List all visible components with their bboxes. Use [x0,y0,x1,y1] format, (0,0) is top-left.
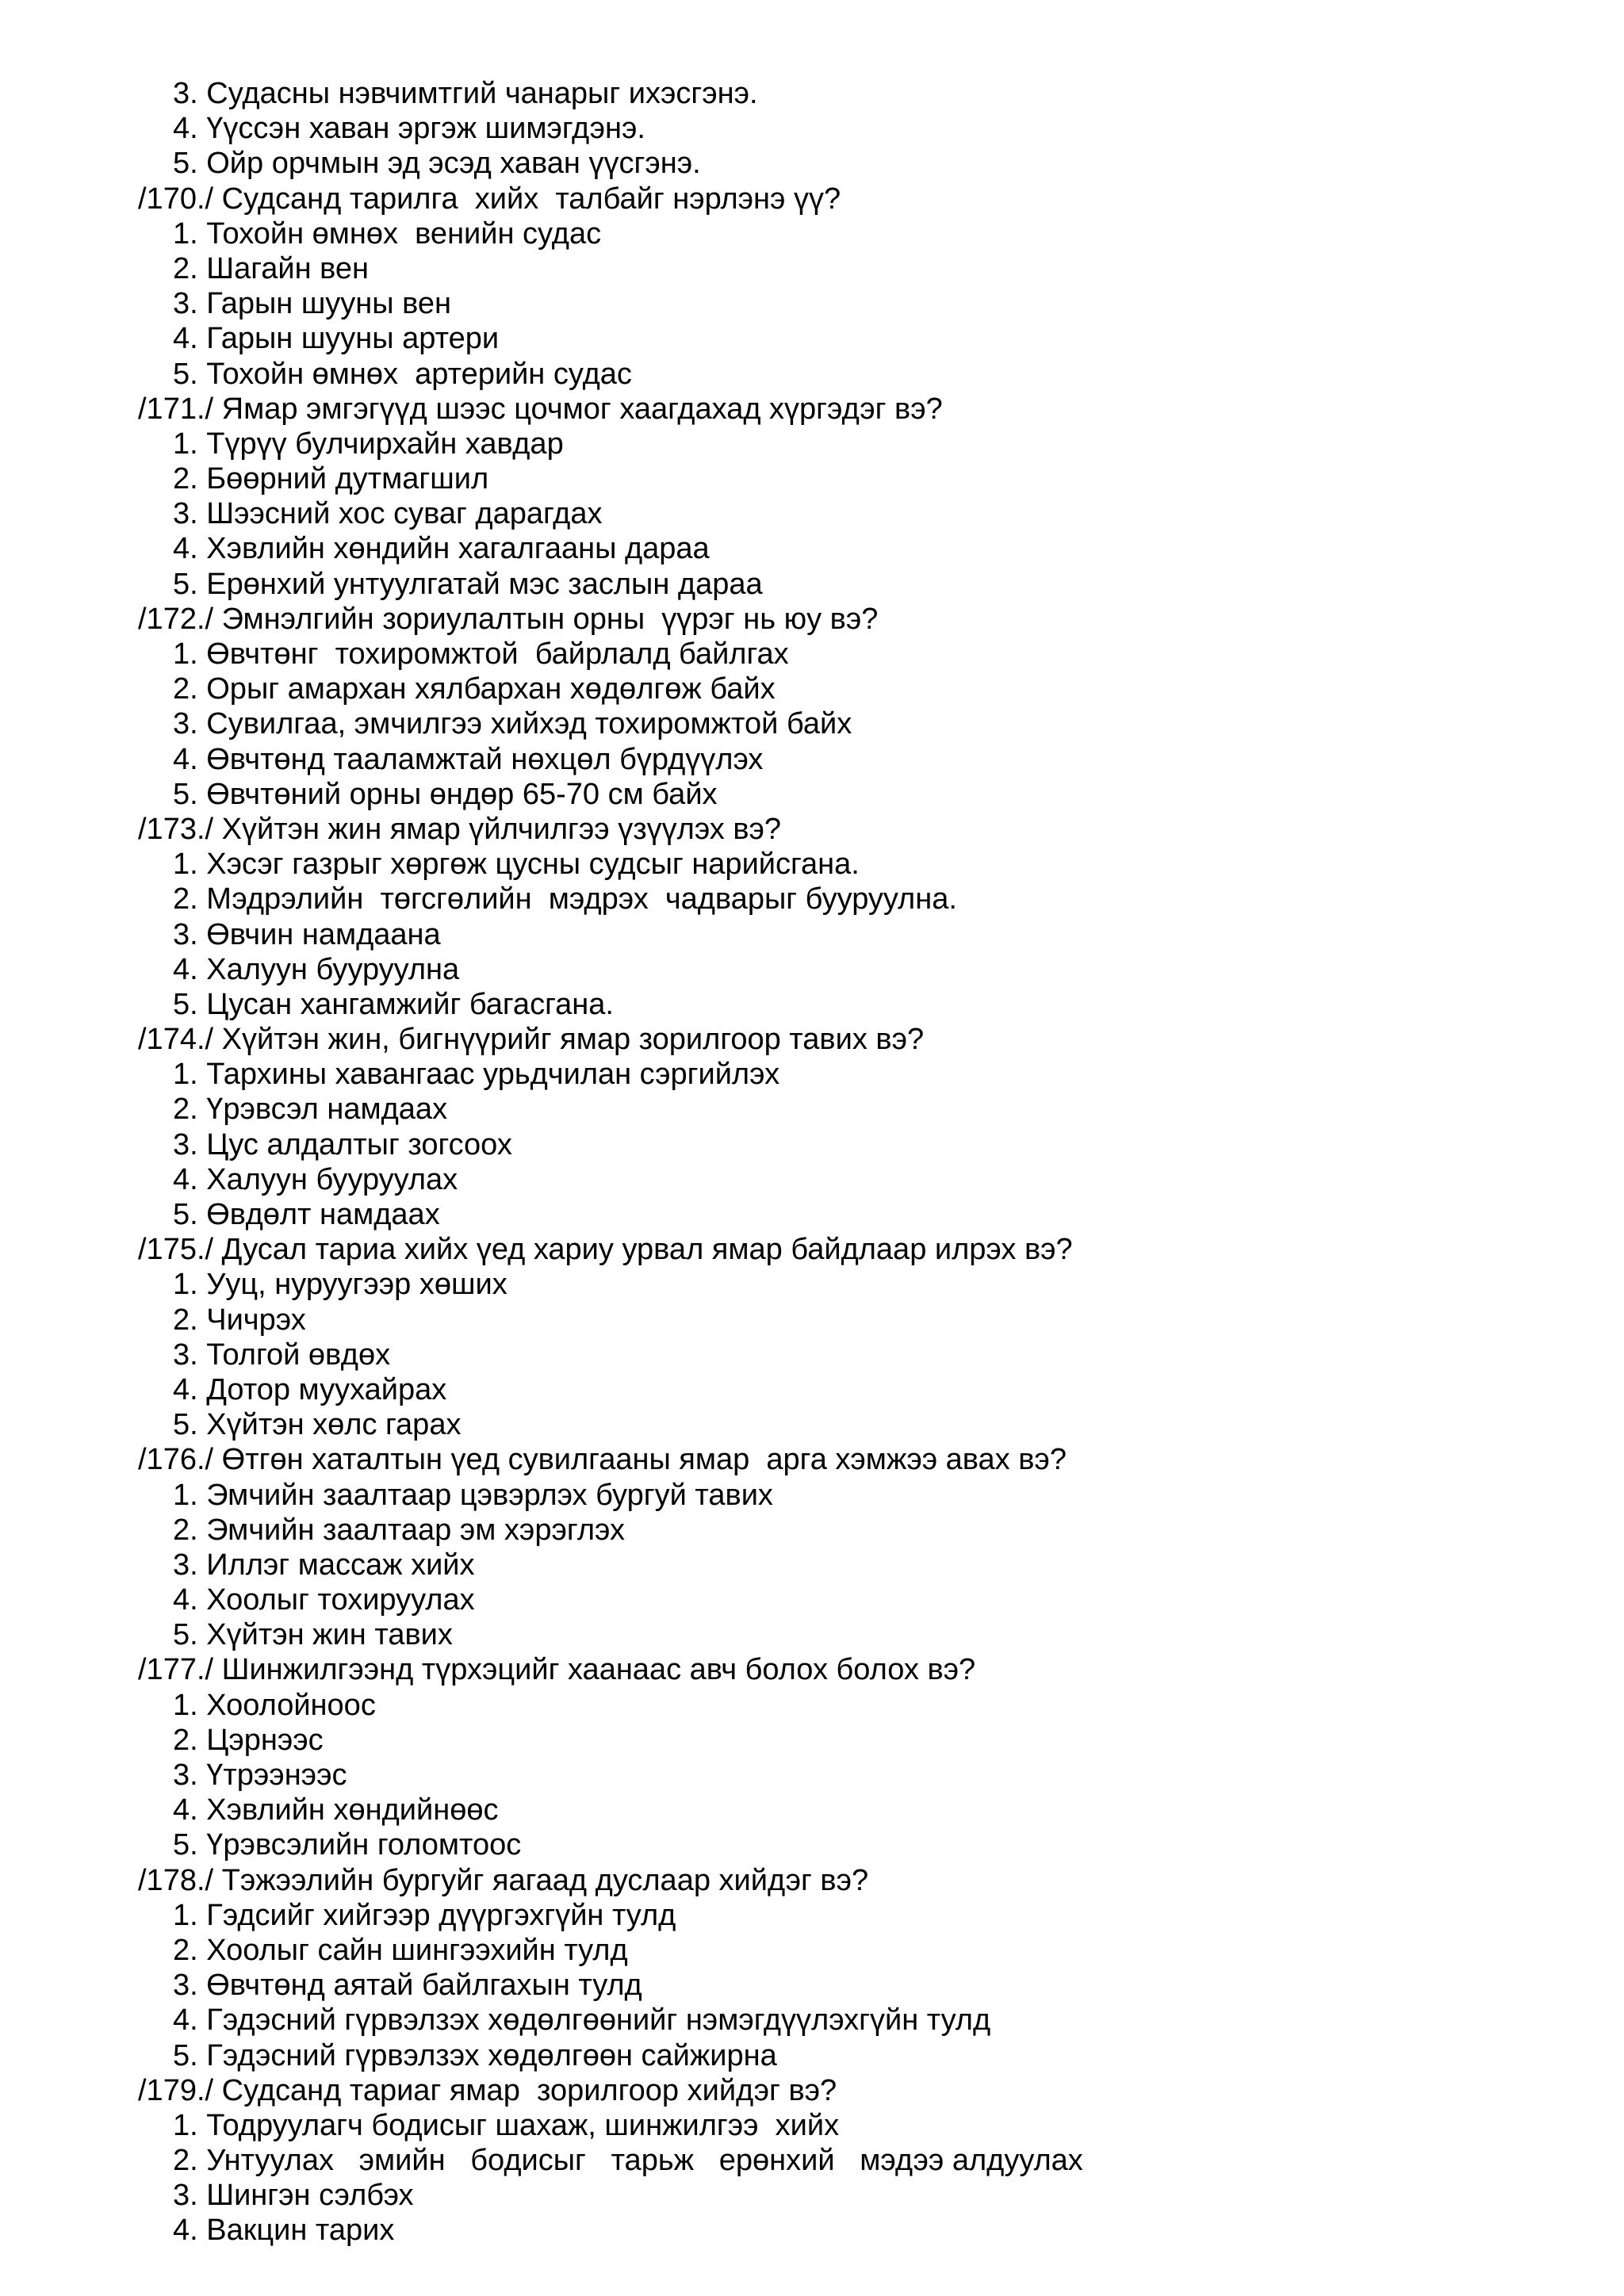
answer-option: 5. Хүйтэн жин тавих [173,1618,453,1652]
question-text: /173./ Хүйтэн жин ямар үйлчилгээ үзүүлэх вэ? [138,812,782,846]
answer-option: 1. Эмчийн заалтаар цэвэрлэх бургуй тавих [173,1478,773,1512]
answer-option: 2. Унтуулах эмийн бодисыг тарьж ерөнхий мэдээ алдуулах [173,2144,1083,2178]
answer-option: 4. Өвчтөнд тааламжтай нөхцөл бүрдүүлэх [173,742,764,776]
answer-option: 1. Ууц, нуруугээр хөших [173,1268,508,1302]
answer-option: 5. Ойр орчмын эд эсэд хаван үүсгэнэ. [173,147,701,181]
answer-option: 1. Өвчтөнг тохиромжтой байрлалд байлгах [173,637,789,671]
answer-option: 3. Судасны нэвчимтгий чанарыг ихэсгэнэ. [173,77,758,110]
answer-option: 1. Хэсэг газрыг хөргөж цусны судсыг нарийсгана. [173,848,860,882]
answer-option: 5. Өвчтөний орны өндөр 65-70 см байх [173,777,718,811]
document-page [0,76,1624,2248]
answer-option: 3. Шээсний хос суваг дарагдах [173,497,603,531]
question-text: /177./ Шинжилгээнд түрхэцийг хаанаас авч болох болох вэ? [138,1653,976,1687]
answer-option: 4. Хоолыг тохируулах [173,1583,475,1617]
answer-option: 2. Чичрэх [173,1303,306,1337]
answer-option: 4. Халуун бууруулах [173,1162,458,1196]
question-text: /179./ Судсанд тариаг ямар зорилгоор хийдэг вэ? [138,2073,837,2107]
answer-option: 5. Үрэвсэлийн голомтоос [173,1828,522,1862]
answer-option: 5. Цусан хангамжийг багасгана. [173,987,614,1021]
answer-option: 1. Тодруулагч бодисыг шахаж, шинжилгээ хийх [173,2108,840,2142]
question-text: /178./ Тэжээлийн бургуйг яагаад дуслаар хийдэг вэ? [138,1863,869,1897]
answer-option: 5. Гэдэсний гүрвэлзэх хөдөлгөөн сайжирна [173,2038,777,2072]
answer-option: 2. Шагайн вен [173,251,370,285]
answer-option: 5. Тохойн өмнөх артерийн судас [173,357,632,391]
answer-option: 2. Цэрнээс [173,1723,324,1757]
question-text: /172./ Эмнэлгийн зориулалтын орны үүрэг нь юу вэ? [138,602,879,636]
answer-option: 5. Ерөнхий унтуулгатай мэс заслын дараа [173,567,763,601]
answer-option: 1. Хоолойноос [173,1688,376,1722]
answer-option: 2. Бөөрний дутмагшил [173,462,489,496]
answer-option: 4. Дотор муухайрах [173,1372,447,1406]
answer-option: 1. Түрүү булчирхайн хавдар [173,427,564,461]
answer-option: 2. Хоолыг сайн шингээхийн тулд [173,1933,628,1967]
answer-option: 3. Иллэг массаж хийх [173,1548,475,1582]
question-text: /171./ Ямар эмгэгүүд шээс цочмог хаагдахад хүргэдэг вэ? [138,392,943,426]
answer-option: 1. Тохойн өмнөх венийн судас [173,216,602,251]
answer-option: 1. Тархины хавангаас урьдчилан сэргийлэх [173,1058,780,1092]
answer-option: 5. Хүйтэн хөлс гарах [173,1408,462,1442]
answer-option: 4. Халуун бууруулна [173,952,460,986]
answer-option: 3. Шингэн сэлбэх [173,2179,414,2213]
answer-option: 4. Үүссэн хаван эргэж шимэгдэнэ. [173,112,645,146]
answer-option: 3. Өвчин намдаана [173,917,441,951]
answer-option: 2. Мэдрэлийн төгсгөлийн мэдрэх чадварыг бууруулна. [173,882,957,916]
answer-option: 3. Өвчтөнд аятай байлгахын тулд [173,1969,642,2003]
answer-option: 4. Хэвлийн хөндийнөөс [173,1793,499,1827]
answer-option: 1. Гэдсийг хийгээр дүүргэхгүйн тулд [173,1898,676,1932]
answer-option: 4. Гарын шууны артери [173,322,500,356]
answer-option: 3. Үтрээнээс [173,1758,347,1792]
answer-option: 3. Сувилгаа, эмчилгээ хийхэд тохиромжтой байх [173,707,852,741]
answer-option: 2. Үрэвсэл намдаах [173,1093,448,1127]
answer-option: 3. Гарын шууны вен [173,287,452,321]
question-text: /170./ Судсанд тарилга хийх талбайг нэрлэнэ үү? [138,182,841,216]
question-text: /174./ Хүйтэн жин, бигнүүрийг ямар зорилгоор тавих вэ? [138,1023,925,1057]
answer-option: 2. Эмчийн заалтаар эм хэрэглэх [173,1513,625,1547]
answer-option: 3. Толгой өвдөх [173,1337,391,1372]
answer-option: 4. Вакцин тарих [173,2214,395,2248]
question-text: /175./ Дусал тариа хийх үед хариу урвал ямар байдлаар илрэх вэ? [138,1233,1073,1267]
answer-option: 3. Цус алдалтыг зогсоох [173,1127,512,1161]
answer-option: 4. Гэдэсний гүрвэлзэх хөдөлгөөнийг нэмэгдүүлэхгүйн тулд [173,2003,991,2038]
answer-option: 4. Хэвлийн хөндийн хагалгааны дараа [173,532,710,566]
answer-option: 2. Орыг амархан хялбархан хөдөлгөж байх [173,672,776,706]
question-text: /176./ Өтгөн хаталтын үед сувилгааны ямар арга хэмжээ авах вэ? [138,1443,1067,1477]
answer-option: 5. Өвдөлт намдаах [173,1198,440,1231]
